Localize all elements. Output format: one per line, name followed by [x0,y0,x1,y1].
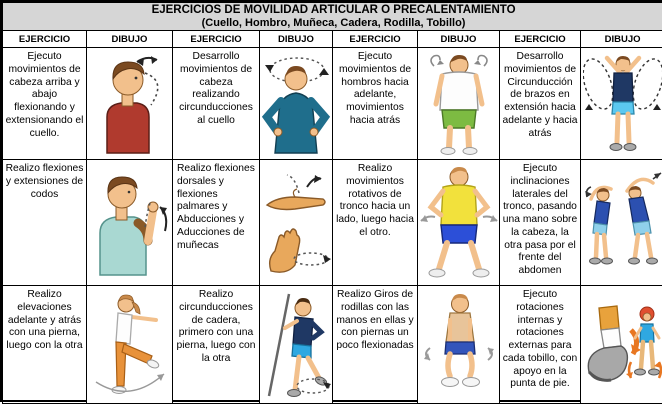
column-header-ejercicio-4: EJERCICIO [500,31,581,48]
drawing-cell [418,286,500,404]
drawing-cell [418,48,500,160]
header-row [3,31,662,48]
table-row [3,286,662,404]
arm-circumduction-illustration [583,52,662,156]
exercise-text-cell: Desarrollo movimientos de cabeza realizando circunducciones al cuello [173,48,260,160]
trunk-lateral-inclination-illustration [583,165,662,281]
drawing-cell [418,160,500,286]
neck-circumduction-illustration [261,53,331,155]
page-subtitle: (Cuello, Hombro, Muñeca, Cadera, Rodilla, Tobillo) [3,17,662,30]
drawing-cell [260,48,333,160]
table-row [3,160,662,286]
exercise-text-cell: Ejecuto movimientos de cabeza arriba y abajo flexionando y extensionando el cuello. [3,48,87,160]
exercise-text-cell: Realizo circunducciones de cadera, primero con una pierna, luego con la otra [173,286,260,404]
exercise-text-cell: Desarrollo movimientos de Circunducción de brazos en extensión hacia adelante y hacia atrás [500,48,581,160]
table-row [3,48,662,160]
exercise-text-cell: Ejecuto movimientos de hombros hacia adelante, movimientos hacia atrás [333,48,418,160]
knee-circles-illustration [420,290,498,400]
exercise-text-cell: Realizo flexiones dorsales y flexiones palmares y Abducciones y Aducciones de muñecas [173,160,260,286]
page-title: EJERCICIOS DE MOVILIDAD ARTICULAR O PRECALENTAMIENTO [3,4,662,17]
column-header-ejercicio-3: EJERCICIO [333,31,418,48]
wrist-flexion-abduction-illustration [261,167,331,279]
exercise-text-cell: Ejecuto inclinaciones laterales del tronco, pasando una mano sobre la cabeza, la otra pasa por el frente del abdomen [500,160,581,286]
exercise-text-cell: Realizo movimientos rotativos de tronco hacia un lado, luego hacia el otro. [333,160,418,286]
column-header-ejercicio-1: EJERCICIO [3,31,87,48]
trunk-rotation-illustration [419,165,499,281]
exercise-text-cell: Ejecuto rotaciones internas y rotaciones externas para cada tobillo, con apoyo en la punta de pie. [500,286,581,404]
drawing-cell [87,286,173,404]
drawing-cell [87,160,173,286]
title-band [3,3,662,31]
mobility-exercises-table [2,2,662,404]
head-flexion-extension-illustration [91,53,169,155]
exercise-text-cell: Realizo flexiones y extensiones de codos [3,160,87,286]
drawing-cell [581,160,662,286]
column-header-dibujo-2: DIBUJO [260,31,333,48]
elbow-flexion-extension-illustration [90,169,170,277]
drawing-cell [87,48,173,160]
column-header-dibujo-4: DIBUJO [581,31,662,48]
hip-circumduction-illustration [261,290,331,400]
drawing-cell [260,160,333,286]
ankle-rotation-illustration [583,290,662,400]
column-header-dibujo-3: DIBUJO [418,31,500,48]
exercise-text-cell: Realizo elevaciones adelante y atrás con una pierna, luego con la otra [3,286,87,404]
shoulder-forward-backward-illustration [422,52,496,156]
drawing-cell [581,48,662,160]
column-header-ejercicio-2: EJERCICIO [173,31,260,48]
drawing-cell [581,286,662,404]
exercise-text-cell: Realizo Giros de rodillas con las manos en ellas y con piernas un poco flexionadas [333,286,418,404]
drawing-cell [260,286,333,404]
leg-elevation-illustration [90,290,170,400]
column-header-dibujo-1: DIBUJO [87,31,173,48]
